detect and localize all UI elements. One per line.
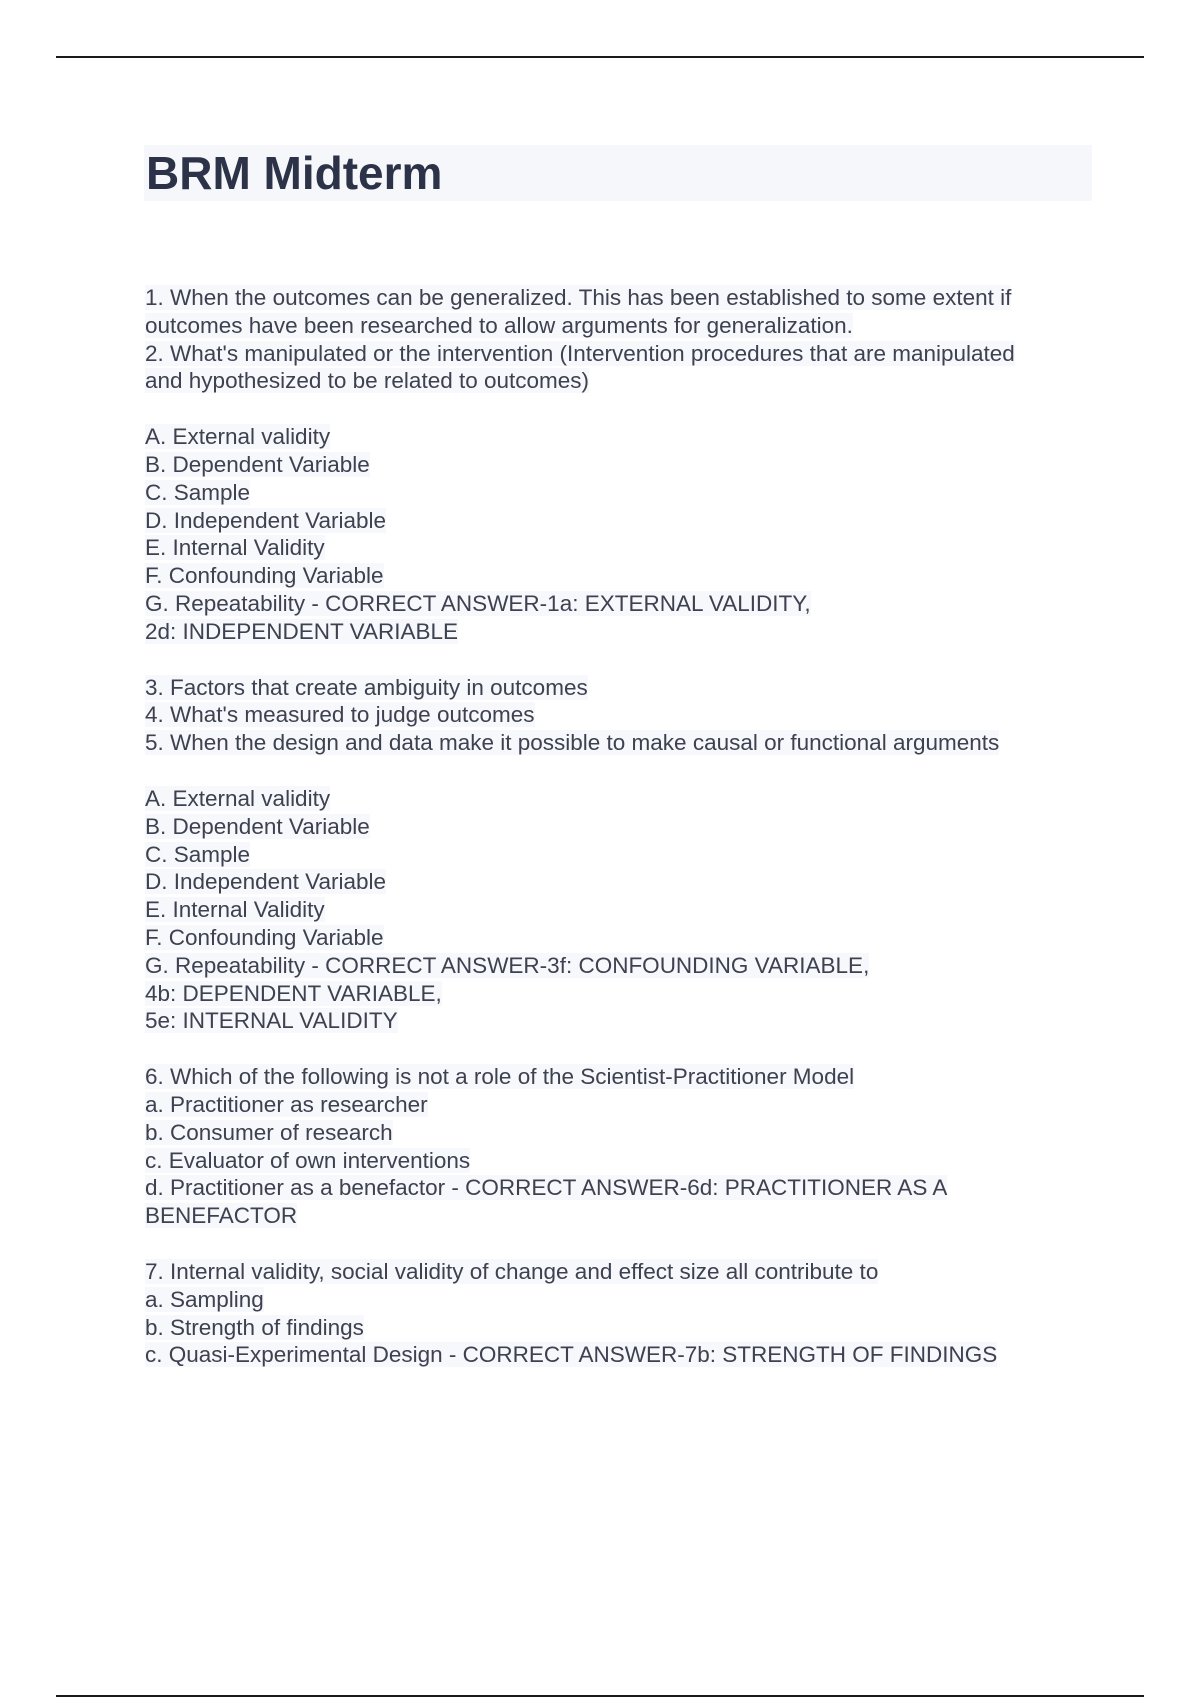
bottom-rule [56, 1695, 1144, 1697]
answer-line: G. Repeatability - CORRECT ANSWER-1a: EXTERNAL VALIDITY, [145, 590, 811, 616]
question-block-6 [145, 1063, 1105, 1230]
option-line: D. Independent Variable [145, 869, 387, 895]
answer-line: c. Quasi-Experimental Design - CORRECT ANSWER-7b: STRENGTH OF FINDINGS [145, 1342, 998, 1368]
answer-line: 4b: DEPENDENT VARIABLE, [145, 980, 442, 1006]
option-line: E. Internal Validity [145, 535, 325, 561]
answer-line: G. Repeatability - CORRECT ANSWER-3f: CONFOUNDING VARIABLE, [145, 952, 870, 978]
text-line: 3. Factors that create ambiguity in outcomes [145, 674, 588, 700]
option-line: b. Consumer of research [145, 1119, 393, 1145]
option-line: E. Internal Validity [145, 897, 325, 923]
option-line: a. Sampling [145, 1286, 264, 1312]
option-line: c. Evaluator of own interventions [145, 1147, 471, 1173]
option-line: F. Confounding Variable [145, 924, 384, 950]
option-line: C. Sample [145, 479, 251, 505]
text-line: 5. When the design and data make it possible to make causal or functional arguments [145, 730, 1000, 756]
option-line: C. Sample [145, 841, 251, 867]
answer-line: d. Practitioner as a benefactor - CORRECT ANSWER-6d: PRACTITIONER AS A [145, 1175, 948, 1201]
question-block-1-2 [145, 284, 1105, 395]
text-line: 1. When the outcomes can be generalized. This has been established to some extent if [145, 285, 1012, 310]
top-rule [56, 56, 1144, 58]
options-block-1-2 [145, 423, 1105, 645]
option-line: A. External validity [145, 424, 331, 450]
question-block-3-5 [145, 674, 1105, 757]
text-line: outcomes have been researched to allow arguments for generalization. [145, 312, 853, 338]
text-line: 4. What's measured to judge outcomes [145, 702, 535, 728]
document-body [145, 284, 1105, 1397]
option-line: B. Dependent Variable [145, 451, 370, 477]
option-line: a. Practitioner as researcher [145, 1091, 428, 1117]
answer-line: BENEFACTOR [145, 1203, 298, 1229]
option-line: b. Strength of findings [145, 1314, 364, 1340]
text-line: 6. Which of the following is not a role of the Scientist-Practitioner Model [145, 1064, 855, 1090]
text-line: and hypothesized to be related to outcomes) [145, 368, 590, 394]
option-line: B. Dependent Variable [145, 813, 370, 839]
page-title: BRM Midterm [146, 147, 443, 199]
question-block-7 [145, 1258, 1105, 1369]
option-line: F. Confounding Variable [145, 563, 384, 589]
answer-line: 5e: INTERNAL VALIDITY [145, 1008, 398, 1034]
text-line: 7. Internal validity, social validity of change and effect size all contribute to [145, 1258, 879, 1284]
option-line: D. Independent Variable [145, 507, 387, 533]
text-line: 2. What's manipulated or the intervention (Intervention procedures that are manipulated [145, 340, 1015, 366]
options-block-3-5 [145, 785, 1105, 1035]
option-line: A. External validity [145, 785, 331, 811]
answer-line: 2d: INDEPENDENT VARIABLE [145, 618, 459, 644]
